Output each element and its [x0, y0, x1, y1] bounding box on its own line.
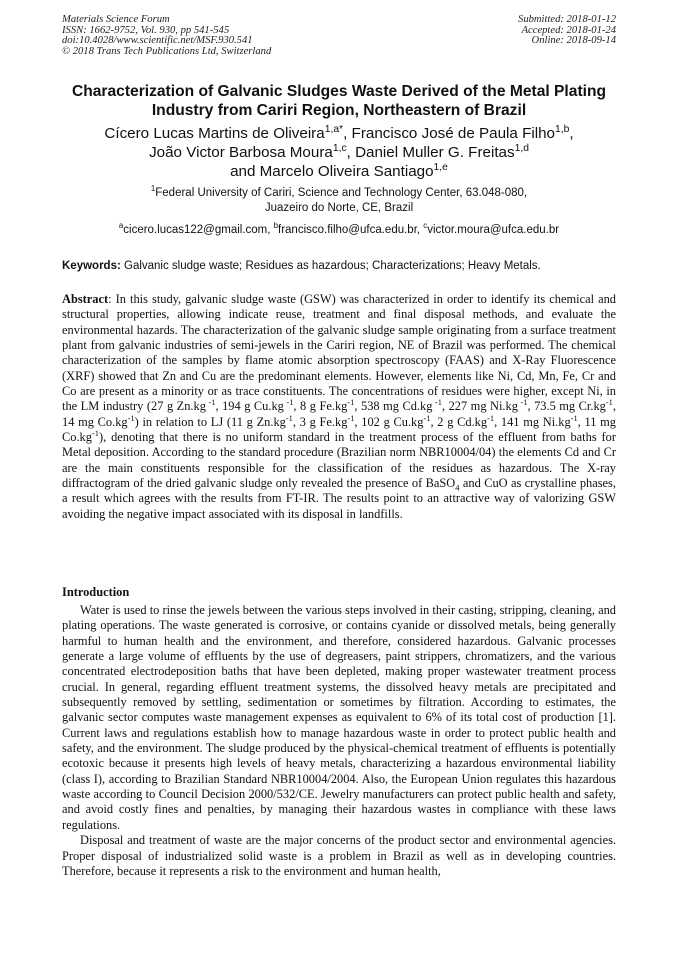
author-affiliation-mark: 1,b — [555, 123, 570, 135]
doi-line: doi:10.4028/www.scientific.net/MSF.930.541 — [62, 35, 253, 47]
accepted-date: Accepted: 2018-01-24 — [521, 24, 616, 36]
email-mark: c — [423, 221, 428, 231]
author-name: João Victor Barbosa Moura — [149, 144, 333, 161]
section-heading-introduction: Introduction — [62, 585, 130, 599]
email-list — [50, 223, 628, 237]
email-address: cicero.lucas122@gmail.com, — [123, 224, 274, 236]
author-line-2: João Victor Barbosa Moura$^{1,c}$, Daniel Muller G. Freitas$^{1,d}$ — [149, 142, 529, 161]
journal-name: Materials Science Forum — [62, 14, 170, 25]
issn-line: ISSN: 1662-9752, Vol. 930, pp 541-545 — [62, 24, 230, 36]
keywords-label: Keywords: — [62, 260, 121, 272]
introduction-body — [62, 603, 616, 879]
author-affiliation-mark: 1,c — [332, 142, 347, 154]
abstract-label: Abstract — [62, 292, 109, 306]
abstract-paragraph: Abstract: In this study, galvanic sludge waste (GSW) was characterized in order to identify its chemical and structural properties, allowing indicate reuse, treatment and final disposal methods, and evaluate the environmental hazards. The characterization of the galvanic sludge sample originating from a surface treatment plant from galvanic industries of semi-jewels in the Cariri region, NE of Brazil was performed. The chemical characterization of the samples by flame atomic absorption spectroscopy (FAAS) and X-Ray Fluorescence (XRF) showed that Zn and Cu are the predominant elements. However, elements like Ni, Cd, Mn, Fe, Cr and Co are present as a minority or as trace constituents. The concentrations of residues were higher, except Ni, in the LM industry (27 g Zn.kg $^{-1}$, 194 g Cu.kg $^{-1}$, 8 g $Fe.kg^{-1}$, 538 mg Cd.kg $^{-1}$, 227 mg Ni.kg $^{-1}$, 73.5 mg $Cr.kg^{-1}$, 14 mg $Co.kg^{-1}$) in relation to LJ (11 g $Zn.kg^{-1}$, 3 g $Fe.kg^{-1}$, 102 g $Cu.kg^{-1}$, 2 g $Cd.kg^{-1}$, 141 mg $Ni.kg^{-1}$, 11 mg $Co.kg^{-1}$), denoting that there is no uniform standard in the treatment process of the effluent from baths for Metal deposition. According to the standard procedure (Brazilian norm NBR10004/04) the elements Cd and Cr are the main constituents responsible for the classification of the residues as hazardous. The X-ray diffractogram of the dried galvanic sludge only revealed the presence of BaSO$_4$ and CuO as crystalline phases, a result which agrees with the results from FT-IR. The results point to an attractive way of valorizing GSW avoiding the negative impact associated with its disposal in landfills. — [62, 292, 616, 521]
author-affiliation-mark: 1,a* — [324, 123, 344, 135]
author-name: Francisco José de Paula Filho — [351, 125, 555, 142]
affiliation-mark: 1 — [150, 184, 156, 194]
affiliation-line-1: Federal University of Cariri, Science and Technology Center, 63.048-080, — [155, 187, 528, 199]
author-name: Cícero Lucas Martins de Oliveira — [104, 125, 325, 142]
author-name: Daniel Muller G. Freitas — [355, 144, 515, 161]
email-mark: a — [118, 221, 124, 231]
email-address: francisco.filho@ufca.edu.br, — [278, 224, 424, 236]
author-line-1: Cícero Lucas Martins de Oliveira$^{1,a*}$, Francisco José de Paula Filho$^{1,b}$, — [104, 123, 574, 142]
copyright-line: © 2018 Trans Tech Publications Ltd, Switzerland — [62, 45, 272, 57]
email-address: victor.moura@ufca.edu.br — [427, 224, 560, 236]
keywords — [62, 259, 622, 273]
body-paragraph: Water is used to rinse the jewels between the various steps involved in their casting, stripping, cleaning, and plating operations. The waste generated is corrosive, or contains cyanide or dissolved metals, being generally harmful to human health and the environment, and therefore, considered hazardous. Galvanic processes generate a large volume of effluents by the use of degreasers, paint strippers, chromatizers, and the various concentrated electrodeposition baths that have been depleted, making proper wastewater treatment process crucial. In general, regarding effluent treatment systems, the dissolved heavy metals are precipitated and subsequently removed by settling, sedimentation or sometimes by filtration. According to estimates, the galvanic sector computes waste management expenses as equivalent to 6% of its total cost of production [1]. Current laws and regulations establish how to manage hazardous waste in order to protect public health and safety, and the environment. The sludge produced by the physical-chemical treatment of effluents is potentially ecotoxic because it presents high levels of heavy metals, characterizing a hazardous environmental liability (class I), according to Brazilian Standard NBR10004/2004. Also, the European Union regulates this hazardous waste according to Council Decision 2000/532/CE. Jewelry manufacturers can protect public health and safety, and avoid costly fines and penalties, by managing their hazardous wastes in compliance with these laws regulations. — [62, 603, 616, 832]
author-name: and Marcelo Oliveira Santiago — [230, 163, 434, 180]
keywords-text: Galvanic sludge waste; Residues as hazardous; Characterizations; Heavy Metals. — [124, 260, 541, 272]
email-mark: b — [273, 221, 279, 231]
author-list — [50, 124, 628, 181]
author-affiliation-mark: 1,e — [433, 161, 448, 173]
author-line-3 — [50, 162, 628, 181]
journal-header-right — [518, 15, 616, 47]
journal-header-left — [62, 15, 271, 57]
affiliation-line-2: Juazeiro do Norte, CE, Brazil — [264, 202, 414, 214]
paper-title: Characterization of Galvanic Sludges Waste Derived of the Metal Plating Industry from Cariri Region, Northeastern of Brazil — [71, 83, 607, 119]
online-date: Online: 2018-09-14 — [531, 35, 616, 47]
affiliation — [50, 186, 628, 216]
body-paragraph: Disposal and treatment of waste are the major concerns of the product sector and environmental agencies. Proper disposal of industrialized solid waste is a problem in Brazil as well as in developing countries. Therefore, because it represents a risk to the environment and human health, — [62, 833, 616, 878]
submitted-date: Submitted: 2018-01-12 — [518, 14, 616, 25]
author-affiliation-mark: 1,d — [514, 142, 529, 154]
